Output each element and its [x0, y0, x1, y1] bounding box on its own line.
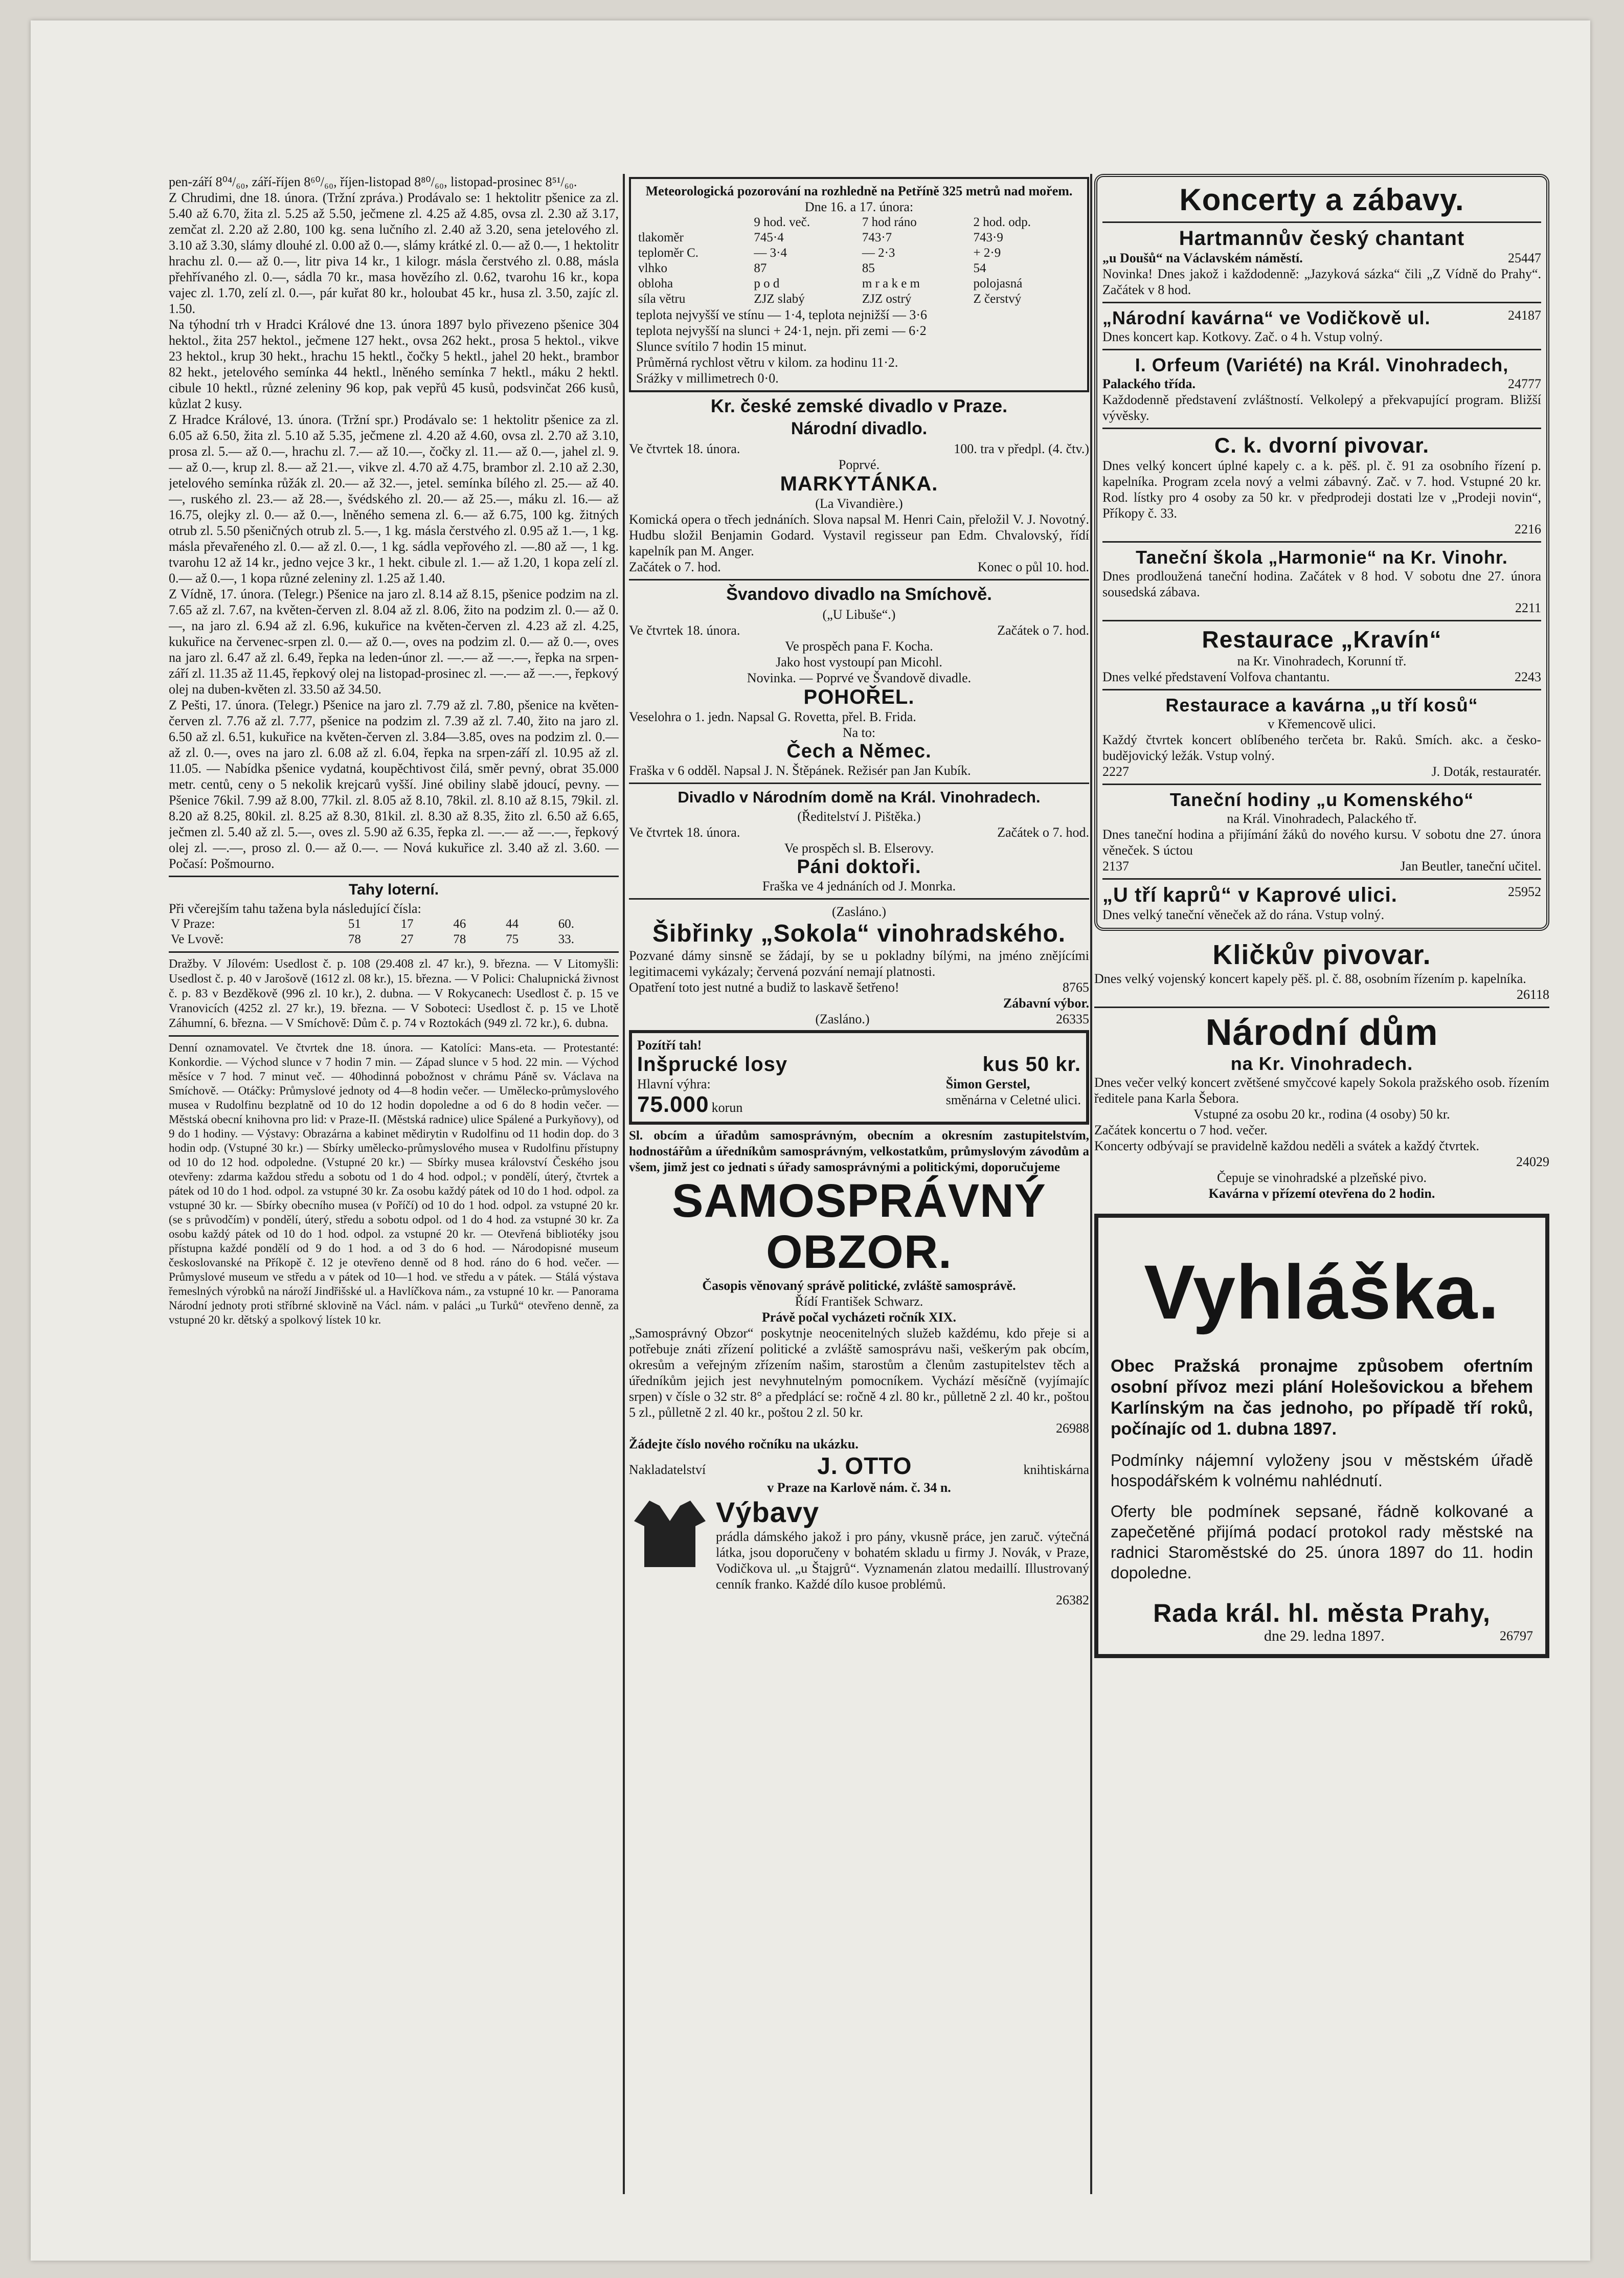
lottery-city: Ve Lvově:: [171, 932, 224, 946]
venue-price: Vstupné za osobu 20 kr., rodina (4 osoby) 50 kr.: [1193, 1107, 1450, 1122]
vybavy-text: prádla dámského jakož i pro pány, vkusně práce, jen zaruč. výtečná látka, jsou doporučeny v bohatém skladu u firmy J. Novák, v Praze, Vodičkova ul. „u Štajgrů“. Vyznamenán zlatou medaillí. Illustrovaný cenník franko. Každé dílo kusoe problémů.: [716, 1529, 1089, 1592]
lottery-row: [169, 917, 619, 932]
lottery-ad: [629, 1030, 1089, 1125]
play-title: Čech a Němec.: [786, 741, 932, 762]
ad-number: 8765: [1063, 980, 1089, 995]
guest-note: Jako host vystoupí pan Micohl.: [776, 655, 942, 669]
play-title: Páni doktoři.: [797, 856, 921, 878]
venue-title: Národní dům: [1205, 1012, 1438, 1053]
divider: [1102, 302, 1541, 303]
meteo-value: Z čerstvý: [973, 292, 1022, 306]
next-note: Na to:: [842, 725, 876, 740]
meteo-value: 87: [754, 261, 767, 275]
venue-title: „U tří kaprů“ v Kaprové ulici.: [1102, 884, 1397, 906]
obzor-title: OBZOR.: [766, 1226, 952, 1278]
theatre-column: [629, 174, 1089, 1608]
performance-date: Ve čtvrtek 18. února.: [629, 441, 740, 456]
venue-text: Dnes koncert kap. Kotkovy. Zač. o 4 h. Vstup volný.: [1102, 329, 1383, 344]
play-description: Komická opera o třech jednáních. Slova napsal M. Henri Cain, přeložil V. J. Novotný. Hudbu složil Benjamin Godard. Vystavil regisseur pan Edm. Chvalovský, řídí kapelník pan M. Anger.: [629, 512, 1089, 559]
meteo-value: + 2·9: [973, 246, 1001, 260]
meteo-label: obloha: [638, 277, 673, 291]
offices-text: Sl. obcím a úřadům samosprávným, obecním a okresním zastupitelstvím, hodnostářům a úředníkům samosprávným, velkostatkům, průmyslovým závodům a všem, jimž jest co jednati s úřady samosprávnými a politickými, doporučujeme: [629, 1129, 1089, 1174]
lottery-number: 17: [400, 917, 414, 931]
meteo-note: Srážky v millimetrech 0·0.: [636, 371, 779, 386]
performance-date: Ve čtvrtek 18. února.: [629, 825, 740, 840]
publisher-tail: knihtiskárna: [1023, 1462, 1089, 1477]
vyhlaska-date: dne 29. ledna 1897.: [1264, 1627, 1385, 1644]
meteo-header: 9 hod. več.: [754, 215, 810, 229]
divider: [1102, 689, 1541, 690]
performance-date: Ve čtvrtek 18. února.: [629, 623, 740, 638]
ad-number: 2137: [1102, 859, 1129, 874]
venue-text: Dnes večer velký koncert zvětšené smyčcové kapely Sokola pražského osob. řízením ředitele pana Karla Šebora.: [1094, 1075, 1549, 1106]
venue-text: Čepuje se vinohradské a plzeňské pivo.: [1216, 1170, 1427, 1185]
meteo-value: 745·4: [754, 231, 784, 244]
concerts-title: Koncerty a zábavy.: [1179, 183, 1464, 217]
ad-number: 24777: [1508, 376, 1541, 391]
market-report: Na týhodní trh v Hradci Králové dne 13. února 1897 bylo přivezeno pšenice 304 hektol., žita 257 hektol., ječmene 127 hekt., ovsa 262 hekt., prosa 5 hektol., vikve 23 hektol., krup 30 hekt., hrachu 15 hektl., čočky 5 hektl., jahel 20 hekt., brambor 82 hekt., jetelového semínka 44 hektl., lněného semínka 7 hektl., máku 2 hektl. cibule 10 hektl., různé zeleniny 96 kop, pak vepřů 45 kusů, podsvinčat 266 kusů, kůzlat 2 kusy.: [169, 317, 619, 411]
obzor-title: SAMOSPRÁVNÝ: [672, 1175, 1046, 1227]
meteo-note: teplota nejvyšší ve stínu — 1·4, teplota nejnižší — 3·6: [636, 307, 928, 322]
ad-number: 26797: [1500, 1628, 1533, 1643]
lottery-title: Tahy loterní.: [348, 881, 439, 898]
divider: [1094, 1007, 1549, 1008]
meteo-value: m r a k e m: [862, 277, 920, 291]
meteo-value: ZJZ slabý: [754, 292, 805, 306]
lottery-number: 51: [348, 917, 361, 931]
column-rule: [1090, 174, 1092, 2194]
meteo-value: — 2·3: [862, 246, 895, 260]
meteo-label: síla větru: [638, 292, 686, 306]
divider: [169, 876, 619, 877]
divider: [1102, 784, 1541, 785]
theatre-name: Národní divadlo.: [791, 419, 928, 438]
meteo-date: Dne 16. a 17. února:: [804, 199, 914, 214]
ad-number: 26118: [1516, 987, 1549, 1002]
premiere-note: Poprvé.: [838, 457, 880, 472]
start-time: Začátek o 7. hod.: [997, 825, 1089, 840]
lottery-table: [169, 917, 619, 947]
venue-owner: J. Doták, restauratér.: [1431, 764, 1541, 779]
ad-number: 25952: [1508, 884, 1541, 899]
start-time: Začátek o 7. hod.: [629, 560, 721, 574]
venue-text: Dnes velký koncert úplné kapely c. a k. pěš. pl. č. 91 za osobního řízení p. kapelníka. Program zcela nový a velmi zábavný. Zač. v 7. hod. Vstupné 20 kr. Rod. lístky pro 4 osoby za 50 kr. v předprodeji dostati lze v „Prodeji novin“, Příkopy č. 33.: [1102, 458, 1541, 521]
play-original-title: (La Vivandière.): [815, 496, 903, 511]
venue-address: na Kr. Vinohradech, Korunní tř.: [1237, 654, 1407, 668]
market-report: Z Pešti, 17. února. (Telegr.) Pšenice na jaro zl. 7.79 až zl. 7.80, pšenice na květen-červen zl. 7.76 až zl. 7.77, pšenice na podzim zl. 7.39 až zl. 7.40, žito na jaro zl. 6.50 až zl. 6.51, kukuřice na květen-červen zl. 3.84—3.85, oves na podzim zl. 0.— až zl. 0.—, oves na jaro zl. 6.08 až zl. 6.04, řepka na srpen-září zl. 10.95 až zl. 11.05. — Nabídka pšenice vydatná, koupěchtivost čilá, směr pevný, obrat 35.000 metr. centů, ceny o 5 nekolik krejcarů vyšší. Jiné obiliny slabě jdoucí, pevny. — Pšenice 76kil. 7.99 až 8.00, 77kil. zl. 8.05 až 8.10, 78kil. zl. 8.10 až 8.15, 79kil. zl. 8.20 až 8.25, 80kil. zl. 8.25 až 8.30, 81kil. zl. 8.30 až 8.35, žito zl. 6.50 až 6.65, ječmen zl. 5.40 až zl. 5.—, oves zl. 5.90 až 6.35, řepka zl. —.— až —.—, řepkový olej zl. —.—, proso zl. 0.— až 0.—. — Nová kukuřice zl. 3.40 až zl. 3.60. — Počasí: Pošmourno.: [169, 698, 619, 871]
divider: [1102, 620, 1541, 621]
meteo-note: teplota nejvyšší na slunci + 24·1, nejn. při zemi — 6·2: [636, 323, 927, 338]
vyhlaska-signature: Rada král. hl. města Prahy,: [1153, 1599, 1491, 1627]
lottery-number: 78: [453, 932, 466, 946]
market-column: [169, 174, 619, 1327]
market-report: pen-září 8⁰⁴/₆₀, září-říjen 8⁶⁰/₆₀, říjen-listopad 8⁸⁰/₆₀, listopad-prosinec 8⁵¹/₆₀.: [169, 174, 577, 189]
lottery-ad-seller: Šimon Gerstel,: [945, 1077, 1030, 1091]
meteo-value: 743·7: [862, 231, 892, 244]
theatre-name: Divadlo v Národním domě na Král. Vinohradech.: [678, 788, 1041, 806]
lottery-ad-title: Inšprucké losy: [637, 1053, 788, 1076]
venue-title: Restaurace „Kravín“: [1202, 626, 1442, 653]
daily-announcements: Denní oznamovatel. Ve čtvrtek dne 18. února. — Katolíci: Mans-eta. — Protestanté: Konkordie. — Východ slunce v 7 hodin 7 min. — Západ slunce v 5 hod. 22 min. — Východ měsíce v 7 hod. 7 minut več. — 40hodinná pobožnost v chrámu Páně sv. Václava na Smíchově. — Otáčky: Průmyslové jednoty od 4—8 hodin večer. — Umělecko-průmyslového musea v Rudolfinu bezplatně od 10 do 12 hodin dopoledne a od 6 do 8 hodin večer. — Městská obecní knihovna pro lid: v Praze-II. (Městská radnice) ulice Spálené a Purkyňovy), od 9 do 1 hodiny. — Výstavy: Obrazárna a kabinet mědirytin v Rudolfinu od 11 hodin dop. do 3 hodin odp. (Vstupné 30 kr.) — Sbírky umělecko-průmyslového musea v Rudolfinu přístupny od 10 do 12 hod. odpoledne. (Vstupné 20 kr.) — Sbírky musea království Českého jsou otevřeny: zdarma každou středu a sobotu od 1 do 4 hod. odpol.; v pondělí, úterý, čtvrtek a pátek od 10 do 1 hod. odpol. za vstupné 30 kr. Za osobu každý pátek od 10 do 1 hod. odpol. za vstupné 30 kr. — Sbírky obecního musea (v Poříčí) od 10 do 1 hod. odpol. za vstupné 20 kr. (se s průvodčím) v pondělí, úterý, středu a sobotu odpol. od 1 do 4 hod. za vstupné 30 kr. Za osobu každý pátek od 10 do 1 hod. odpol. za vstupné 20 kr. — Otevřená bibliotéky jsou přístupna každé pondělí od 9 do 1 hod. a od 3 do 6 hod. — Národopisné museum českoslovanské na Příkopě č. 12 je otevřeno denně od 8 hod. ráno do 6 hod. večer. — Průmyslové museum ve středu a v pátek od 10—1 hod. ve středu a v pátek. — Stálá výstava řemeslných výrobků na nároží Jindřišské ul. a Havlíčkova nám., za vstupné 10 kr. — Panorama Národní jednoty proti stříbrné sklovině na Václ. nám. v paláci „u Turků“ otevřeno denně, za vstupné 20 kr. dětský a spolkový lístek 10 kr.: [169, 1041, 619, 1326]
theatre-name: Švandovo divadlo na Smíchově.: [726, 585, 992, 604]
venue-title: I. Orfeum (Variété) na Král. Vinohradech,: [1135, 354, 1509, 375]
play-description: Fraška ve 4 jednáních od J. Monrka.: [762, 879, 956, 894]
meteo-value: 54: [973, 261, 986, 275]
venue-start: Začátek koncertu o 7 hod. večer.: [1094, 1123, 1268, 1137]
divider: [1102, 541, 1541, 543]
column-rule: [623, 174, 625, 2194]
meteo-label: tlakoměr: [638, 231, 684, 244]
obzor-text: „Samosprávný Obzor“ poskytnje neocenitelných služeb každému, kdo přeje si a potřebuje znáti zřízení politické a zvláště samosprávu naši, veškerým pak obcím, okresům a veřejným zřízením našim, starostům a členům zastupitelstev těch a úředníkům jejich jest nevyhnutelným pomocníkem. Vychází měsíčně (vyjímajíc srpen) v čísle o 32 str. 8° a předplácí se: ročně 4 zl. 80 kr., půlletně 2 zl. 40 kr., poštou 5 zl., půlletně 2 zl. 40 kr., poštou 2 zl. 50 kr.: [629, 1326, 1089, 1420]
meteo-note: Průměrná rychlost větru v kilom. za hodinu 11·2.: [636, 355, 898, 370]
lottery-number: 33.: [558, 932, 575, 946]
venue-text: Dnes prodloužená taneční hodina. Začátek v 8 hod. V sobotu dne 27. února sousedská zábava.: [1102, 569, 1541, 599]
obzor-editor: Řídí František Schwarz.: [795, 1294, 923, 1309]
meteo-header: 7 hod ráno: [862, 215, 917, 229]
lottery-ad-top: Pozítří tah!: [637, 1038, 702, 1053]
ad-text: Pozvané dámy sinsně se žádají, by se u pokladny bílými, na jméno znějícími legitimacemi vykázaly; červená pozvání nemají platnosti.: [629, 948, 1089, 979]
venue-text: Kavárna v přízemí otevřena do 2 hodin.: [1208, 1186, 1435, 1201]
ad-text: Opatření toto jest nutné a budiž to laskavě šetřeno!: [629, 980, 899, 995]
lottery-ad-main: 75.000: [637, 1092, 709, 1117]
venue-title: C. k. dvorní pivovar.: [1214, 433, 1430, 457]
venue-owner: Jan Beutler, taneční učitel.: [1400, 859, 1541, 874]
theatre-subtitle: („U Libuše“.): [822, 607, 896, 622]
meteo-value: polojasná: [973, 277, 1023, 291]
lottery-row: [169, 932, 619, 947]
vyhlaska-box: [1094, 1214, 1549, 1658]
ad-number: 25447: [1508, 251, 1541, 265]
ad-number: 2227: [1102, 764, 1129, 779]
lottery-number: 78: [348, 932, 361, 946]
venue-text: Novinka! Dnes jakož i každodenně: „Jazyková sázka“ čili „Z Vídně do Prahy“. Začátek v 8 hod.: [1102, 266, 1541, 297]
meteo-value: p o d: [754, 277, 780, 291]
venue-text: Koncerty odbývají se pravidelně každou neděli a svátek a každý čtvrtek.: [1094, 1138, 1479, 1153]
divider: [1102, 878, 1541, 880]
start-time: Začátek o 7. hod.: [997, 623, 1089, 638]
venue-address: v Křemencově ulici.: [1268, 717, 1376, 731]
lottery-ad-main-label: Hlavní výhra:: [637, 1077, 711, 1091]
publisher-name: J. OTTO: [817, 1453, 912, 1479]
divider: [1102, 349, 1541, 350]
market-report: Z Vídně, 17. února. (Telegr.) Pšenice na jaro zl. 8.14 až 8.15, pšenice podzim na zl. 7.65 až zl. 7.67, na květen-červen zl. 8.04 až zl. 8.06, žito na podzim zl. 0.— až 0.—, na jaro zl. 6.94 až zl. 6.96, kukuřice na květen-červen zl. 4.23 až zl. 4.25, kukuřice na červenec-srpen zl. 0.— až 0.—, oves na podzim zl. 0.— až 0.—, oves na jaro zl. 6.47 až zl. 6.49, řepka na leden-únor zl. —.— až —.—, řepka na srpen-září zl. 11.35 až 11.45, řepkový olej na listopad-prosinec zl. —.— až —.—, řepkový olej na duben-květen zl. 33.50 až 34.50.: [169, 587, 619, 697]
venue-address: na Král. Vinohradech, Palackého tř.: [1227, 811, 1417, 826]
divider: [1102, 221, 1541, 223]
lottery-ad-price: kus 50 kr.: [982, 1053, 1081, 1076]
publisher-label: Nakladatelství: [629, 1462, 706, 1477]
play-title: MARKYTÁNKA.: [780, 473, 938, 495]
obzor-sample: Žádejte číslo nového ročníku na ukázku.: [629, 1437, 859, 1451]
venue-text: Každodenně představení zvláštností. Velkolepý a překvapující program. Bližší vývěsky.: [1102, 392, 1541, 423]
lottery-number: 46: [453, 917, 466, 931]
meteo-corner: [636, 215, 752, 230]
meteo-value: 743·9: [973, 231, 1003, 244]
play-title: POHOŘEL.: [803, 686, 915, 708]
venue-address: „u Doušů“ na Václavském náměstí.: [1102, 251, 1303, 265]
meteo-label: teploměr C.: [638, 246, 699, 260]
ad-number: 2243: [1515, 669, 1541, 684]
venue-address: Palackého třída.: [1102, 376, 1196, 391]
market-report: Z Chrudimi, dne 18. února. (Tržní zpráva.) Prodávalo se: 1 hektolitr pšenice za zl. 5.40 až 6.70, žita zl. 5.25 až 5.50, ječmene zl. 4.25 až 4.85, ovsa zl. 2.30 až 3.17, zemčat zl. 2.20 až 2.80, 100 kg. sena lučního zl. 2.40 až 3.20, sena jetelového zl. 3.10 až 3.30, slámy dlouhé zl. 0.00 až 0.—, slámy krátké zl. 0.— až 0.—, 1 hektolitr hrachu zl. 0.— až 0.—, litr piva 14 kr., 1 kilogr. másla čerstvého zl. 0.88, másla přehřívaného zl. 0.—, sádla 70 kr., masa hovězího zl. 0.62, tvarohu 16 kr., kopa vajec zl. 1.70, zelí zl. 0.—, pár kuřat 80 kr., holoubat 45 kr., husa zl. 3.50, zajíc zl. 1.50.: [169, 190, 619, 316]
lottery-intro: Při včerejším tahu tažena byla následující čísla:: [169, 901, 421, 916]
venue-text: Dnes velké představení Volfova chantantu.: [1102, 669, 1330, 684]
divider: [169, 1035, 619, 1037]
novelty-note: Novinka. — Poprvé ve Švandově divadle.: [747, 671, 972, 685]
ad-number: 26335: [1056, 1012, 1089, 1026]
ad-number: 26382: [1056, 1593, 1089, 1607]
meteo-value: — 3·4: [754, 246, 787, 260]
ad-number: 2216: [1515, 522, 1541, 537]
vyhlaska-text: Oferty ble podmínek sepsané, řádně kolkované a zapečetěné přijímá podací protokol rady městské na radnici Staroměstské do 25. února 1897 do 11. hodin dopoledne.: [1111, 1502, 1533, 1582]
divider: [1102, 428, 1541, 429]
obzor-year: Právě počal vycházeti ročník XIX.: [761, 1310, 957, 1325]
venue-title: Kličkův pivovar.: [1212, 940, 1431, 970]
zaslano-label: (Zasláno.): [815, 1012, 870, 1026]
subscription-note: 100. tra v předpl. (4. čtv.): [954, 441, 1089, 456]
ad-number: 24187: [1508, 308, 1541, 323]
divider: [169, 951, 619, 953]
lottery-ad-address: směnárna v Celetné ulici.: [945, 1092, 1081, 1107]
newspaper-page: [31, 20, 1590, 2261]
meteo-table: [636, 215, 1082, 307]
venue-title: Hartmannův český chantant: [1179, 227, 1465, 250]
ad-number: 2211: [1515, 600, 1541, 615]
vyhlaska-text: Podmínky nájemní vyloženy jsou v městském úřadě hospodářském k volnému nahlédnutí.: [1111, 1451, 1533, 1490]
venue-text: Každý čtvrtek koncert oblíbeného terčeta br. Raků. Smích. akc. a česko-budějovický ležák. Vstup volný.: [1102, 732, 1541, 763]
vyhlaska-title: Vyhláška.: [1144, 1249, 1500, 1335]
venue-title: Taneční hodiny „u Komenského“: [1169, 789, 1474, 810]
play-description: Fraška v 6 odděl. Napsal J. N. Štěpánek. Režisér pan Jan Kubík.: [629, 763, 971, 778]
ad-number: 24029: [1516, 1154, 1549, 1169]
benefit-note: Ve prospěch pana F. Kocha.: [785, 639, 933, 654]
lottery-ad-unit: korun: [711, 1100, 743, 1115]
meteo-note: Slunce svítilo 7 hodin 15 minut.: [636, 339, 807, 354]
meteo-value: 85: [862, 261, 875, 275]
lottery-number: 44: [506, 917, 519, 931]
meteo-value: ZJZ ostrý: [862, 292, 912, 306]
publisher-address: v Praze na Karlově nám. č. 34 n.: [767, 1480, 951, 1495]
ad-signature: Zábavní výbor.: [1003, 996, 1089, 1011]
divider: [629, 579, 1089, 580]
obzor-subtitle: Časopis věnovaný správě politické, zvláště samosprávě.: [702, 1278, 1016, 1293]
theatre-subtitle: (Ředitelství J. Pištěka.): [797, 809, 921, 824]
lottery-number: 27: [400, 932, 414, 946]
venue-text: Dnes taneční hodina a přijímání žáků do nového kursu. V sobotu dne 27. února věneček. S úctou: [1102, 827, 1541, 858]
concerts-column: [1094, 174, 1549, 1661]
garment-illustration: [629, 1495, 711, 1572]
venue-text: Dnes velký vojenský koncert kapely pěš. pl. č. 88, osobním řízením p. kapelníka.: [1094, 971, 1526, 986]
concerts-box: [1094, 174, 1549, 931]
divider: [629, 783, 1089, 784]
market-report: Z Hradce Králové, 13. února. (Tržní spr.) Prodávalo se: 1 hektolitr pšenice za zl. 6.05 až 6.50, žita zl. 5.10 až 5.35, ječmene zl. 4.20 až 4.60, ovsa zl. 2.70 až 3.10, prosa zl. 5.— až 0.—, hrachu zl. 7.— až 10.—, čočky zl. 11.— až 0.—, jahel zl. 9.— až 0.—, krup zl. 8.— až 21.—, vikve zl. 4.70 až 4.75, brambor zl. 2.10 až 2.30, jetelového semínka růžák zl. 20.— až 32.—, jetel. semínka bílého zl. 25.— až 40.—, ruského zl. 23.— až 28.—, švédského zl. 20.— až 25.—, máku zl. 16.— až 16.75, olejky zl. 0.— až 0.—, lněného semena zl. 6.— až 6.75, 100 kg. žitných otrub zl. 5.50 pšeničných otrub zl. 5.—, 1 kg. másla čerstvého zl. 0.95 až 1.—, 1 kg. másla převařeného zl. 0.— až zl. 0.—, 1 kg. sádla vepřového zl. —.80 až —, 1 kg. tvarohu 12 až 14 kr., jedno vejce 3 kr., 1 hekt. cibule zl. 1.— až 1.20, 1 kopa zelí zl. 0.— až 0.—, 1 kopa různé zeleniny zl. 1.25 až 1.40.: [169, 412, 619, 586]
vyhlaska-text: Obec Pražská pronajme způsobem ofertním osobní přívoz mezi plání Holešovickou a břehem Karlínským na čas jednoho, po případě tří roků, počínajíc od 1. dubna 1897.: [1111, 1356, 1533, 1439]
meteo-title: Meteorologická pozorování na rozhledně na Petříně 325 metrů nad mořem.: [645, 184, 1073, 198]
meteo-header: 2 hod. odp.: [973, 215, 1031, 229]
theatre-header: Kr. české zemské divadlo v Praze.: [710, 395, 1008, 416]
venue-address: na Kr. Vinohradech.: [1230, 1053, 1413, 1074]
meteo-label: vlhko: [638, 261, 667, 275]
venue-title: Restaurace a kavárna „u tří kosů“: [1165, 695, 1478, 716]
benefit-note: Ve prospěch sl. B. Elserovy.: [784, 841, 934, 856]
zaslano-label: (Zasláno.): [831, 904, 887, 919]
ad-number: 26988: [1056, 1421, 1089, 1436]
auctions-text: Dražby. V Jílovém: Usedlost č. p. 108 (29.408 zl. 47 kr.), 9. března. — V Litomyšli: Usedlost č. p. 40 v Jarošově (1612 zl. 08 kr.), 15. března. — V Polici: Chalupnická živnost č. p. 83 v Bezděkově (996 zl. 10 kr.), 2. dubna. — V Rokycanech: Usedlost č. p. 15 ve Vranovicích (4252 zl. 27 kr.), 19. března. — V Soboteci: Usedlost č. p. 15 ve Lhotě Záhumní, 6. března. — V Smíchově: Dům č. p. 74 v Roztokách (949 zl. 72 kr.), 6. dubna.: [169, 957, 619, 1030]
lottery-number: 60.: [558, 917, 575, 931]
venue-text: Dnes velký taneční věneček až do rána. Vstup volný.: [1102, 907, 1385, 922]
venue-title: „Národní kavárna“ ve Vodičkově ul.: [1102, 307, 1431, 328]
venue-title: Taneční škola „Harmonie“ na Kr. Vinohr.: [1136, 547, 1508, 568]
meteo-box: [629, 177, 1089, 392]
ad-title: Šibřinky „Sokola“ vinohradského.: [652, 920, 1066, 947]
divider: [629, 898, 1089, 900]
lottery-number: 75: [506, 932, 519, 946]
end-time: Konec o půl 10. hod.: [977, 560, 1089, 574]
play-description: Veselohra o 1. jedn. Napsal G. Rovetta, přel. B. Frida.: [629, 709, 916, 724]
vybavy-title: Výbavy: [716, 1496, 820, 1528]
lottery-city: V Praze:: [171, 917, 215, 931]
